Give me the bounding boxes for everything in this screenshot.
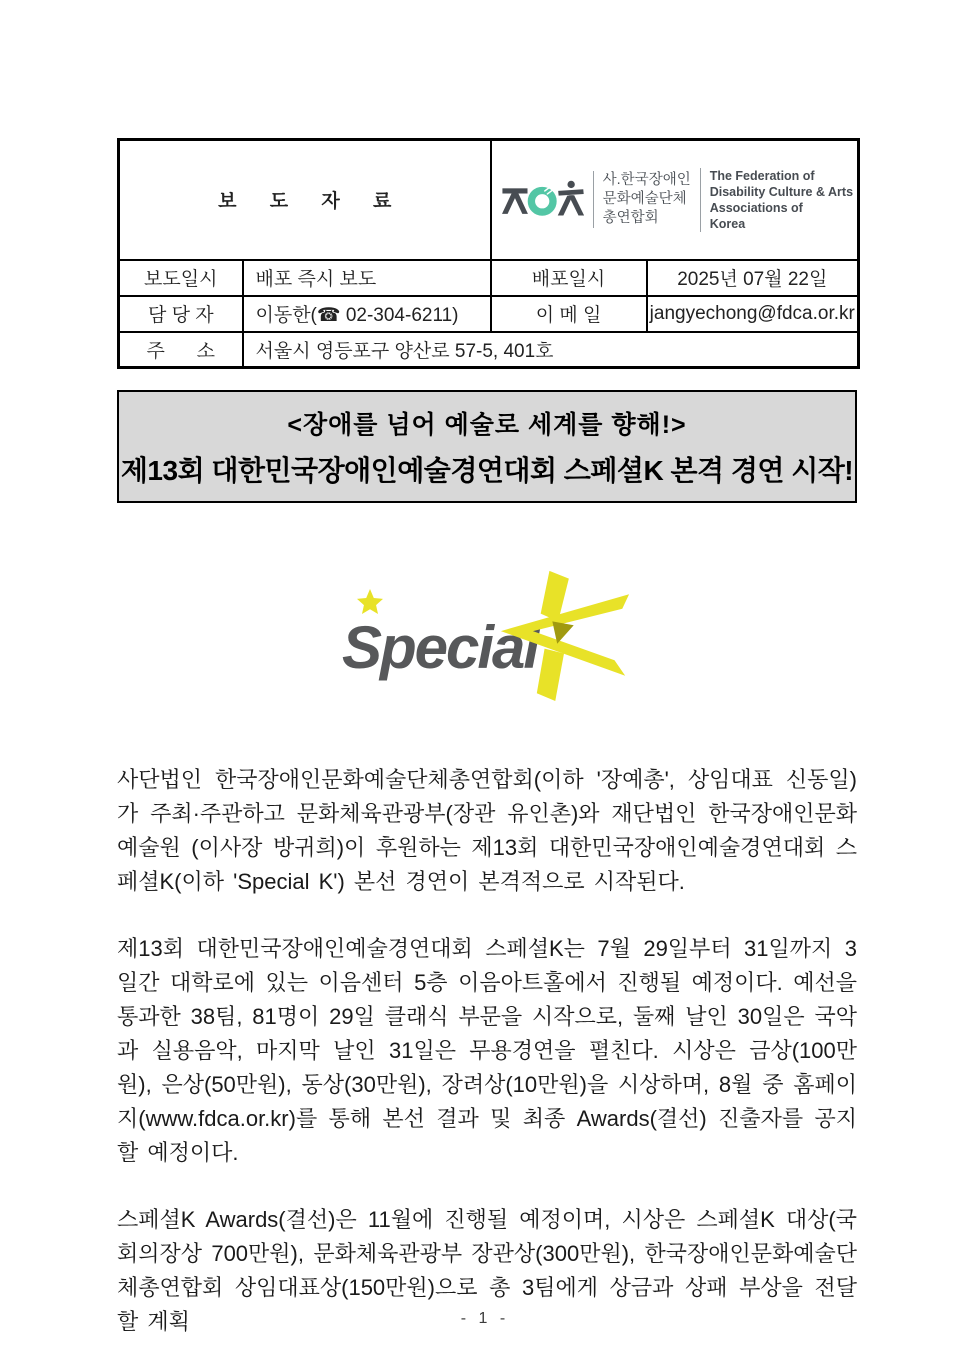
document-content bbox=[117, 138, 857, 1339]
headline-title: 제13회 대한민국장애인예술경연대회 스페셜K 본격 경연 시작! bbox=[120, 454, 854, 486]
address-value: 서울시 영등포구 양산로 57-5, 401호 bbox=[243, 332, 859, 368]
email-value: jangyechong@fdca.or.kr bbox=[647, 296, 859, 332]
headline-subtitle: <장애를 넘어 예술로 세계를 향해!> bbox=[287, 410, 687, 439]
org-logo-cell bbox=[491, 140, 859, 260]
paragraph-3: 스페셜K Awards(결선)은 11월에 진행될 예정이며, 시상은 스페셜K 대상(국회의장상 700만원), 문화체육관광부 장관상(300만원), 한국장애인문화예술단체총연합회 상임대표상(150만원)으로 총 3팀에게 상금과 상패 부상을 전달할 계획 bbox=[117, 1207, 857, 1334]
page-number: - 1 - bbox=[460, 1310, 510, 1327]
release-time-label: 보도일시 bbox=[119, 260, 243, 296]
paragraph-1: 사단법인 한국장애인문화예술단체총연합회(이하 '장예총', 상임대표 신동일)가 주최·주관하고 문화체육관광부(장관 유인촌)와 재단법인 한국장애인문화예술원 (이사장 방귀희)이 후원하는 제13회 대한민국장애인예술경연대회 스페셜K(이하 'Special K') 본선 경연이 본격적으로 시작된다. bbox=[117, 767, 857, 894]
distribution-date-value: 2025년 07월 22일 bbox=[647, 260, 859, 296]
email-label: 이 메 일 bbox=[491, 296, 647, 332]
star-icon bbox=[357, 589, 383, 614]
paragraph-2: 제13회 대한민국장애인예술경연대회 스페셜K는 7월 29일부터 31일까지 3일간 대학로에 있는 이음센터 5층 이음아트홀에서 진행될 예정이다. 예선을 통과한 38팀, 81명이 29일 클래식 부문을 시작으로, 둘째 날인 30일은 국악과 실용음악, 마지막 날인 31일은 무용경연을 펼친다. 시상은 금상(100만원), 은상(50만원), 동상(30만원), 장려상(10만원)을 시상하며, 8월 중 홈페이지(www.fdca.or.kr)를 통해 본선 결과 및 최종 Awards(결선) 진출자를 공지할 예정이다. bbox=[117, 936, 857, 1165]
contact-person-label: 담 당 자 bbox=[119, 296, 243, 332]
header-table bbox=[117, 138, 860, 369]
org-name-english: The Federation of Disability Culture & Arts Associations of Korea bbox=[700, 168, 853, 232]
org-mark-icon bbox=[502, 163, 584, 237]
table-row-contact bbox=[119, 296, 859, 332]
distribution-date-label: 배포일시 bbox=[491, 260, 647, 296]
specialk-k-icon bbox=[496, 565, 632, 705]
specialk-logo bbox=[117, 537, 857, 725]
contact-person-value: 이동한(☎ 02-304-6211) bbox=[243, 296, 491, 332]
table-row-release-date bbox=[119, 260, 859, 296]
headline-box bbox=[117, 390, 857, 503]
address-label: 주 소 bbox=[119, 332, 243, 368]
release-time-value: 배포 즉시 보도 bbox=[243, 260, 491, 296]
org-logo bbox=[502, 163, 854, 237]
press-release-title: 보 도 자 료 bbox=[119, 140, 491, 260]
table-row-address bbox=[119, 332, 859, 368]
specialk-wordmark: Special bbox=[341, 613, 539, 681]
org-name-korean: 사.한국장애인 문화예술단체 총연합회 bbox=[593, 171, 691, 228]
body-text bbox=[117, 763, 857, 1339]
header-title-row bbox=[119, 140, 859, 260]
